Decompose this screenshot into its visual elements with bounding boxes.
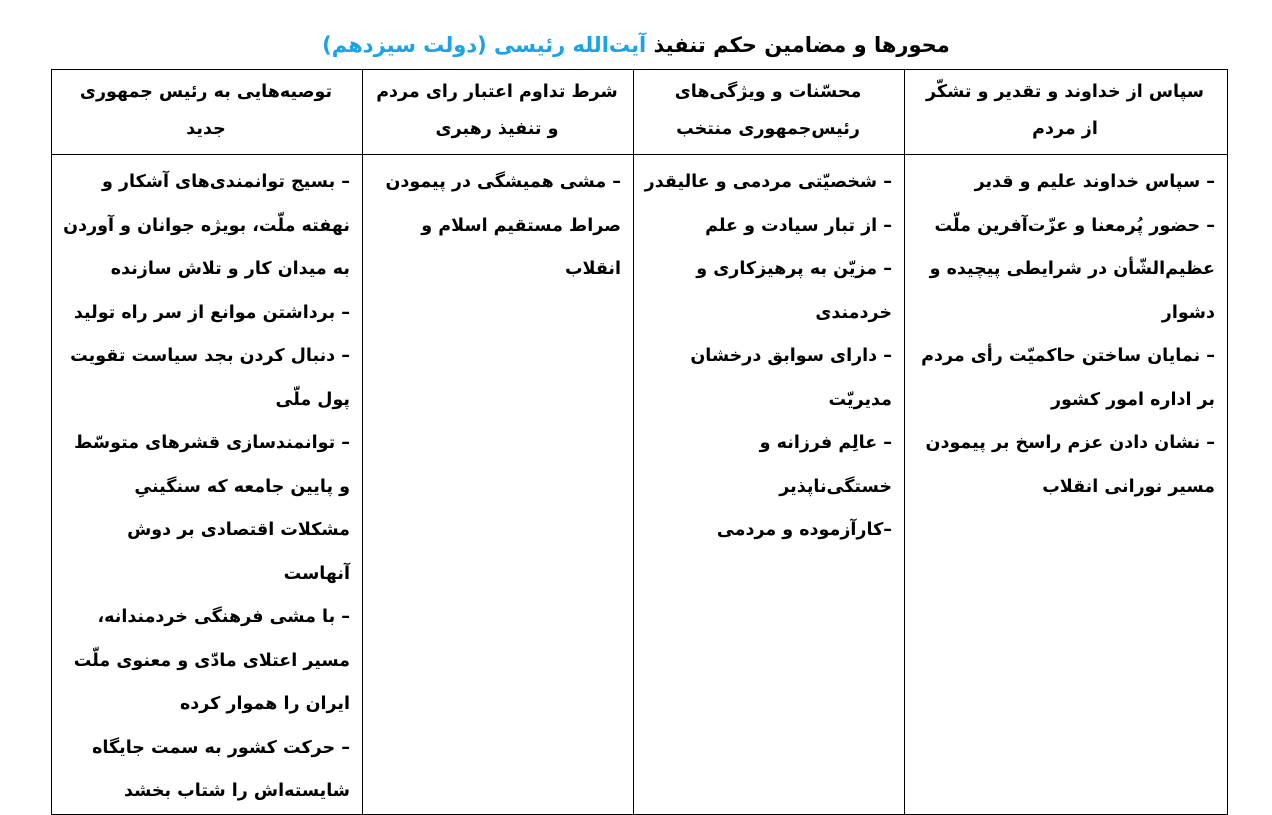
header-cell-recommendations: توصیه‌هایی به رئیس جمهوری جدید xyxy=(52,70,363,155)
table-header-row xyxy=(52,70,1228,155)
list-item: – عالِم فرزانه و خستگی‌ناپذیر xyxy=(759,433,892,497)
cell-condition xyxy=(363,155,634,815)
list-item: –کارآزموده و مردمی xyxy=(716,520,892,540)
list-item: – بسیج توانمندی‌های آشکار و نهفته ملّت، بویژه جوانان و آوردن به میدان کار و تلاش سازنده xyxy=(63,172,350,279)
list-item: – از تبار سیادت و علم xyxy=(705,215,892,236)
list-item: – دنبال کردن بجد سیاست تقویت پول ملّی xyxy=(70,346,350,410)
list-item: – حضور پُرمعنا و عزّت‌آفرین ملّت عظیم‌الشّأن در شرایطی پیچیده و دشوار xyxy=(929,215,1215,323)
title-accent: آیت‌الله رئیسی (دولت سیزدهم) xyxy=(322,33,647,57)
list-item: – دارای سوابق درخشان مدیریّت xyxy=(690,346,892,410)
page-title xyxy=(0,28,1272,62)
cell-thanks xyxy=(905,155,1228,815)
header-cell-virtues: محسّنات و ویژگی‌های رئیس‌جمهوری منتخب xyxy=(634,70,905,155)
list-item: – نشان دادن عزم راسخ بر پیمودن مسیر نورانی انقلاب xyxy=(925,433,1215,497)
list-item: – برداشتن موانع از سر راه تولید xyxy=(73,302,350,323)
list-item: – سپاس خداوند علیم و قدیر xyxy=(974,172,1215,192)
content-table xyxy=(51,69,1228,815)
cell-recommendations xyxy=(52,155,363,815)
table-row xyxy=(52,155,1228,815)
list-item: – مشی همیشگی در پیمودن صراط مستقیم اسلام و انقلاب xyxy=(385,172,621,279)
cell-virtues xyxy=(634,155,905,815)
title-prefix: محورها و مضامین حکم تنفیذ xyxy=(653,33,950,57)
list-item: – شخصیّتی مردمی و عالیقدر xyxy=(644,172,892,192)
list-item: – حرکت کشور به سمت جایگاه شایسته‌اش را شتاب بخشد xyxy=(92,737,350,801)
list-item: – مزیّن به پرهیزکاری و خردمندی xyxy=(696,259,892,323)
header-cell-condition: شرط تداوم اعتبار رای مردم و تنفیذ رهبری xyxy=(363,70,634,155)
list-item: – نمایان ساختن حاکمیّت رأی مردم بر اداره امور کشور xyxy=(921,346,1215,410)
list-item: – با مشی فرهنگی خردمندانه، مسیر اعتلای مادّی و معنوی ملّت ایران را هموار کرده xyxy=(73,607,350,714)
header-cell-thanks: سپاس از خداوند و تقدیر و تشکّر از مردم xyxy=(905,70,1228,155)
list-item: – توانمندسازی قشرهای متوسّط و پایین جامعه که سنگینیِ مشکلات اقتصادی بر دوش آنهاست xyxy=(74,433,350,584)
